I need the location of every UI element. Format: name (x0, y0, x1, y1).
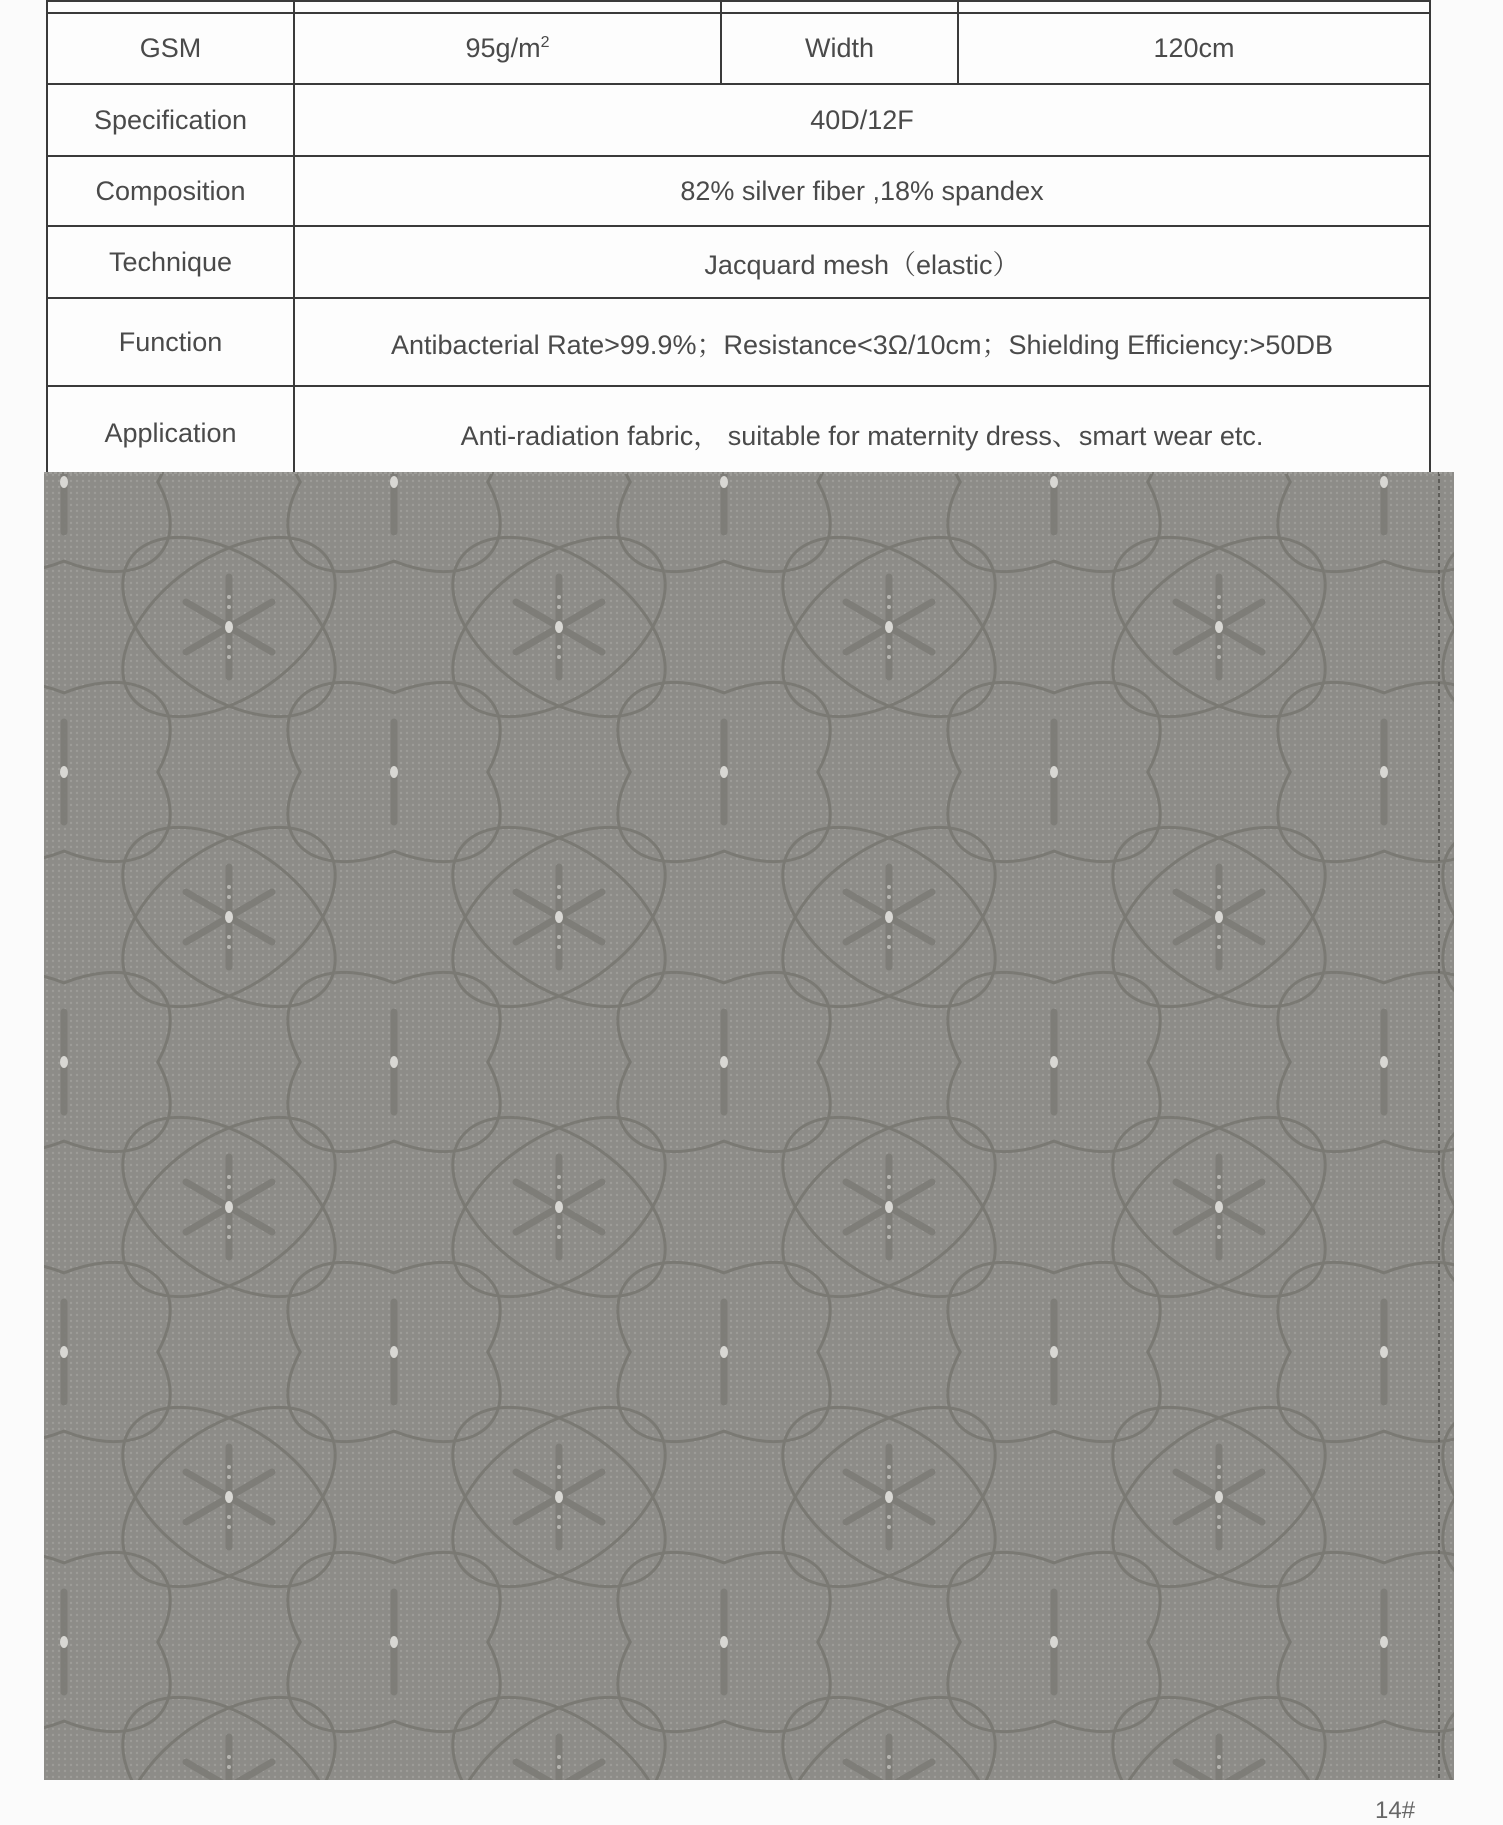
row-application (47, 386, 1430, 481)
application-label: Application (47, 386, 294, 481)
row-gsm-width (47, 13, 1430, 84)
gsm-value: $95g/m^2$ (294, 13, 721, 84)
function-label: Function (47, 298, 294, 386)
technique-label: Technique (47, 226, 294, 298)
composition-label: Composition (47, 156, 294, 226)
row-technique (47, 226, 1430, 298)
width-label: Width (721, 13, 958, 84)
row-specification (47, 84, 1430, 156)
table-top-row (47, 1, 1430, 13)
fabric-sample-image (44, 472, 1454, 1780)
specification-table (46, 0, 1431, 482)
row-function (47, 298, 1430, 386)
application-value: Anti-radiation fabric， suitable for maternity dress、smart wear etc. (294, 386, 1430, 481)
width-value: 120cm (958, 13, 1430, 84)
composition-value: 82% silver fiber ,18% spandex (294, 156, 1430, 226)
gsm-label: GSM (47, 13, 294, 84)
specification-label: Specification (47, 84, 294, 156)
function-value: Antibacterial Rate>99.9%；Resistance<3Ω/10cm；Shielding Efficiency:>50DB (294, 298, 1430, 386)
specification-value: 40D/12F (294, 84, 1430, 156)
page-number: 14# (1375, 1797, 1416, 1824)
technique-value: Jacquard mesh（elastic） (294, 226, 1430, 298)
row-composition (47, 156, 1430, 226)
